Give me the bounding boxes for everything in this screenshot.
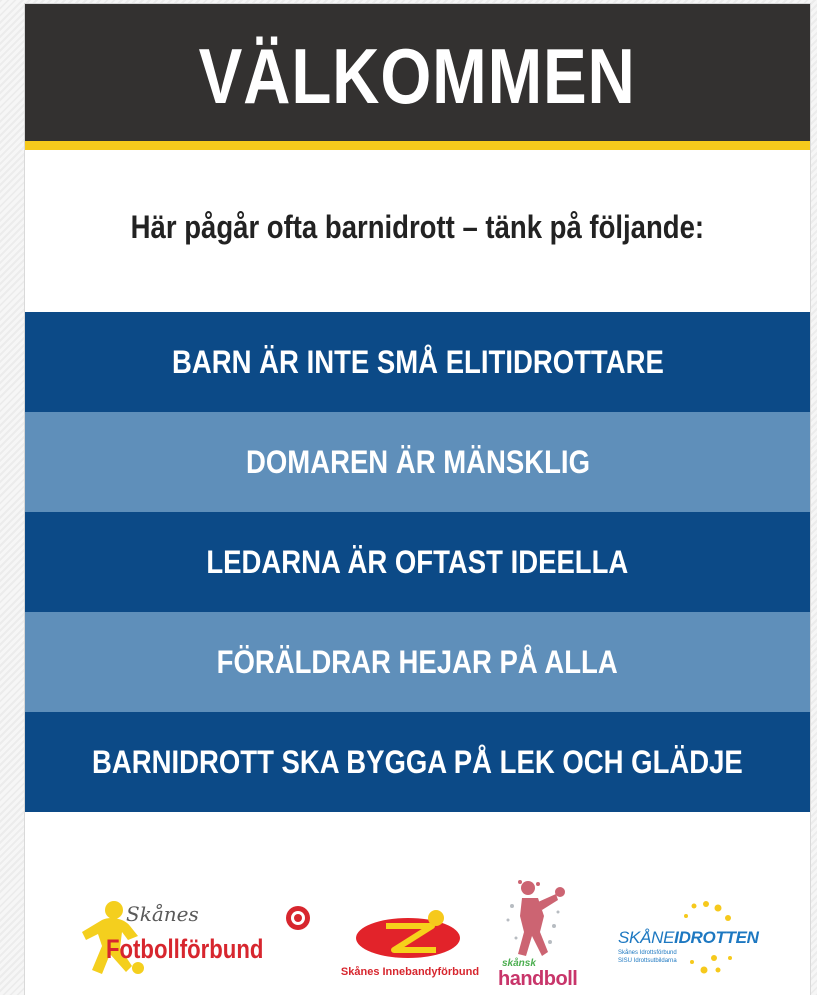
logo-fotboll-line1: Skånes xyxy=(126,902,199,926)
logo-innebandy-text: Skånes Innebandyförbund xyxy=(340,966,480,978)
logo-skaneidrotten-part1: SKÅNE xyxy=(618,928,675,947)
rule-text: LEDARNA ÄR OFTAST IDEELLA xyxy=(206,543,629,580)
logo-handboll-line2: handboll xyxy=(498,968,578,990)
logo-skanes-fotbollforbund xyxy=(80,896,320,981)
logo-fotboll-line2: Fotbollförbund xyxy=(106,934,264,964)
logo-skaneidrotten-line3: Skånes Idrottsförbund xyxy=(618,950,677,956)
logo-skaneidrotten xyxy=(618,898,768,986)
subtitle-text: Här pågår ofta barnidrott – tänk på följande: xyxy=(130,209,705,245)
subtitle xyxy=(25,207,810,247)
rule-text: BARNIDROTT SKA BYGGA PÅ LEK OCH GLÄDJE xyxy=(92,743,743,780)
innebandy-emblem-icon xyxy=(340,904,480,964)
logo-skanes-innebandyforbund xyxy=(340,904,480,984)
sponsor-logos xyxy=(25,874,810,995)
logo-skaneidrotten-line4: SISU Idrottsutbildarna xyxy=(618,958,677,964)
rule-text: BARN ÄR INTE SMÅ ELITIDROTTARE xyxy=(171,343,664,380)
banner-title: VÄLKOMMEN xyxy=(198,31,637,120)
poster xyxy=(25,4,810,995)
logo-handboll-line1: skånsk xyxy=(502,958,536,969)
yellow-divider xyxy=(25,141,810,150)
logo-skansk-handboll xyxy=(498,876,578,991)
rule-row xyxy=(25,312,810,412)
rules-list xyxy=(25,312,810,812)
handball-player-icon xyxy=(498,876,578,962)
banner xyxy=(25,4,810,141)
logo-skaneidrotten-part2: IDROTTEN xyxy=(674,928,759,947)
rule-row xyxy=(25,712,810,812)
rule-text: DOMAREN ÄR MÄNSKLIG xyxy=(245,443,590,480)
rule-row xyxy=(25,412,810,512)
rule-row xyxy=(25,512,810,612)
logo-skaneidrotten-wordmark xyxy=(618,928,759,948)
rule-text: FÖRÄLDRAR HEJAR PÅ ALLA xyxy=(216,643,619,680)
rule-row xyxy=(25,612,810,712)
